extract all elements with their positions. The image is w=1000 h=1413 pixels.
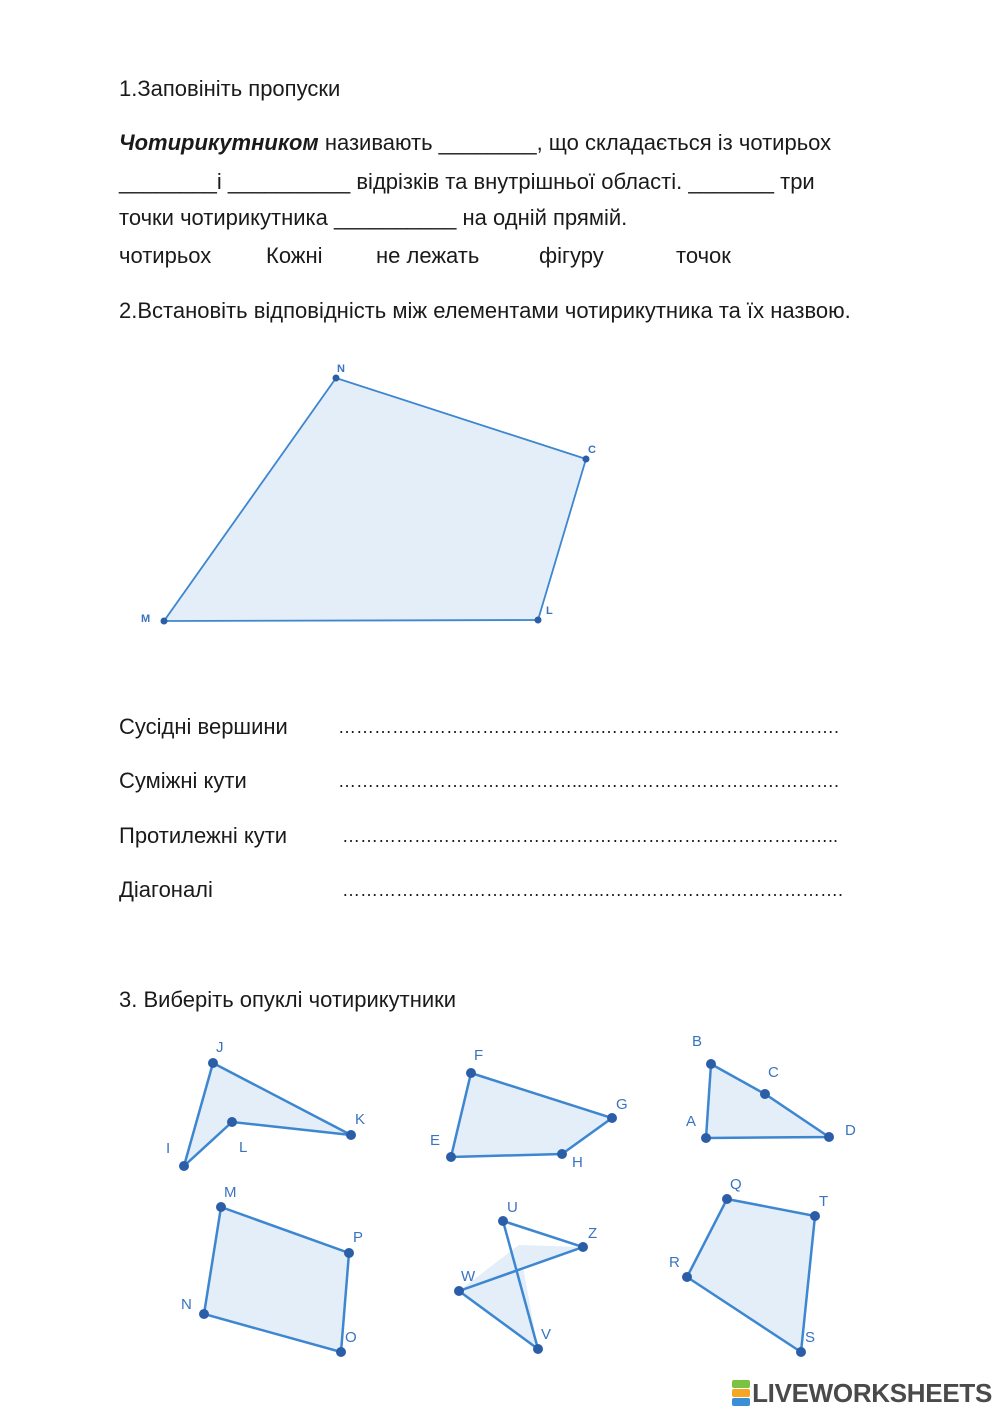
line1-part1: називають [318,130,439,155]
row-label-opposite-angles: Протилежні кути [119,823,288,848]
shape-uzwv[interactable] [454,1199,597,1354]
blank-3[interactable]: __________ [227,169,351,194]
blank-2[interactable]: ________ [119,169,217,194]
vertex-n [333,375,340,382]
answer-field-diagonals[interactable]: ……………………………………..…………………………………. [342,880,844,900]
label-e: E [430,1132,441,1149]
label-c3: C [768,1064,779,1081]
shape-bcda[interactable] [686,1033,856,1143]
vertex-c [583,456,590,463]
word-bank-item[interactable]: точок [676,243,731,268]
word-bank-item[interactable]: чотирьох [119,243,212,268]
row-label-diagonals: Діагоналі [119,877,213,902]
label-g: G [616,1096,628,1113]
label-l: L [546,605,553,617]
line2-part1: і [216,169,228,194]
logo-badge-icon [732,1380,750,1406]
label-a: A [686,1113,697,1130]
blank-4[interactable]: _______ [688,169,774,194]
label-d: D [845,1122,856,1139]
label-j: J [216,1039,224,1056]
answer-field-adjacent-angles[interactable]: …………………………………..……………………………………. [338,771,840,791]
label-r: R [669,1254,680,1271]
line2-part3: три [774,169,815,194]
shape-fghe[interactable] [430,1047,628,1171]
label-v: V [541,1326,552,1343]
label-o: O [345,1329,357,1346]
task3-title: 3. Виберіть опуклі чотирикутники [119,987,457,1012]
quadrilateral-mncl [141,363,596,625]
row-label-adjacent-angles: Суміжні кути [119,768,247,793]
shape-mpon[interactable] [181,1184,363,1357]
term-quadrilateral: Чотирикутником [119,130,319,155]
answer-field-adjacent-vertices[interactable]: ……………………………………..…………………………………. [338,717,840,737]
task2-title: 2.Встановіть відповідність між елементами чотирикутника та їх назвою. [119,298,851,323]
label-k: K [355,1111,366,1128]
label-u: U [507,1199,518,1216]
logo-text: LIVEWORKSHEETS [752,1377,992,1408]
label-z: Z [588,1225,598,1242]
label-i: I [166,1140,171,1157]
blank-5[interactable]: __________ [334,205,457,230]
line1-part2: , що складається із чотирьох [536,130,832,155]
shape-qtsr[interactable] [669,1176,828,1357]
word-bank-item[interactable]: Кожні [266,243,323,268]
label-m3: M [224,1184,237,1201]
line3-part1: точки чотирикутника [119,205,335,230]
label-n: N [337,363,345,375]
word-bank-item[interactable]: не лежать [376,243,480,268]
task1-title: 1.Заповініть пропуски [119,76,341,101]
label-w: W [461,1268,476,1285]
label-t: T [819,1193,829,1210]
blank-1[interactable]: ________ [438,130,537,155]
label-q: Q [730,1176,742,1193]
liveworksheets-logo [732,1378,992,1408]
answer-field-opposite-angles[interactable]: ……………………………………………………………………….. [342,826,839,846]
line3-part2: на одній прямій. [456,205,628,230]
label-b: B [692,1033,703,1050]
quadrilateral-mncl-shape [164,378,586,621]
label-n3: N [181,1296,192,1313]
label-m: M [141,613,151,625]
word-bank-item[interactable]: фігуру [539,243,604,268]
label-c: C [588,444,596,456]
line2-part2: відрізків та внутрішньої області. [350,169,689,194]
label-h: H [572,1154,583,1171]
shape-jkli[interactable] [166,1039,365,1171]
label-s: S [805,1329,816,1346]
label-p: P [353,1229,364,1246]
label-f: F [474,1047,484,1064]
vertex-l [535,617,542,624]
row-label-adjacent-vertices: Сусідні вершини [119,714,288,739]
label-l3: L [239,1139,248,1156]
vertex-m [161,618,168,625]
